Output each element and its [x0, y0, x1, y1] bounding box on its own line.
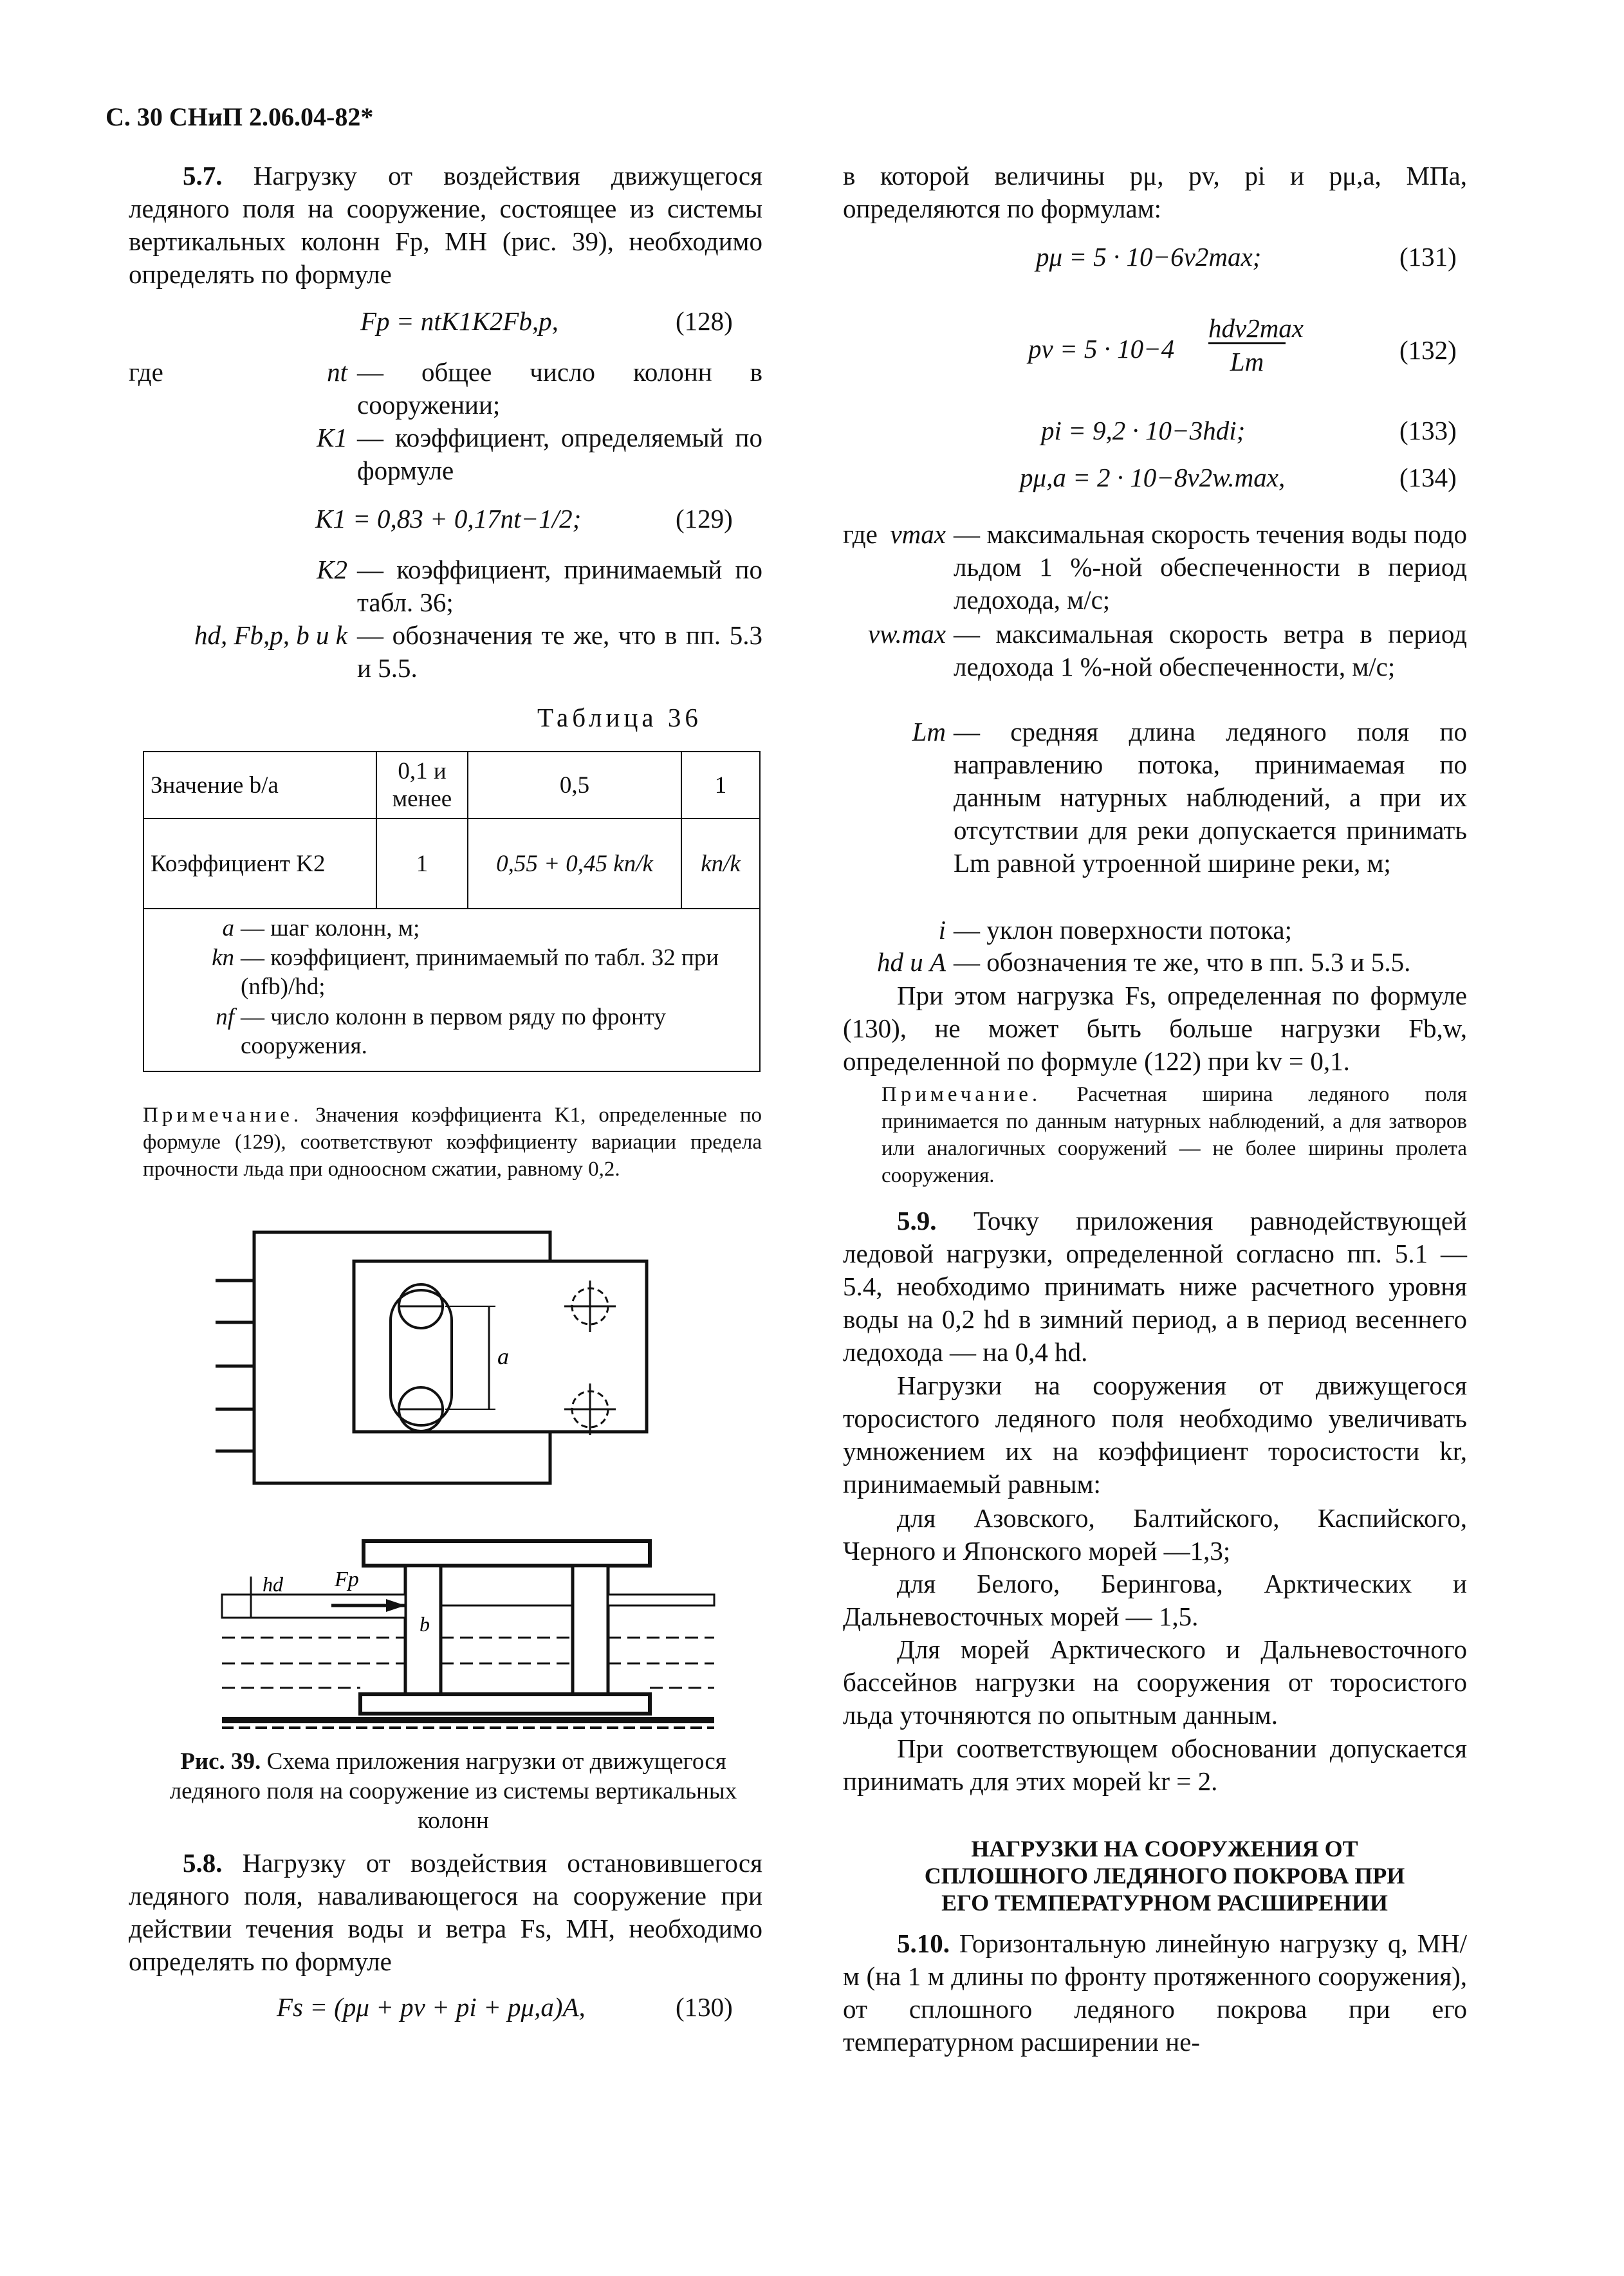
formula-130: Fs = (pμ + pv + pi + pμ,a)A,: [277, 1992, 586, 2022]
definition-text: — максимальная скорость течения воды подо льдом 1 %-ной обеспеченности в период ледохода, м/с;: [954, 519, 1467, 615]
page-header: С. 30 СНиП 2.06.04-82*: [106, 102, 374, 131]
ice-arrows: [216, 1281, 254, 1451]
note-text: — число колонн в первом ряду по фронту сооружения.: [241, 1004, 666, 1059]
table-cell: 1: [376, 819, 468, 909]
table-title: Таблица 36: [537, 703, 702, 732]
formula-128: Fp = ntK1K2Fb,p,: [360, 306, 558, 336]
table-notes-row: [143, 909, 760, 1071]
elevation-view: [222, 1541, 714, 1728]
definition-symbol: hd и A: [876, 947, 946, 977]
note-symbol: a: [222, 915, 234, 941]
definition-hd-a: [843, 946, 1467, 981]
note-label: Примечание.: [881, 1083, 1042, 1106]
formula-number: (130): [676, 1992, 733, 2022]
formula-132-numerator: hdv2max: [1208, 313, 1304, 343]
table-row: [143, 819, 760, 909]
note-text: Значения коэффициента K1, определенные по формуле (129), соответствуют коэффициенту вариации предела прочности льда при одноосном сжатии, равному 0,2.: [143, 1104, 762, 1181]
figure-39: [193, 1219, 734, 1747]
table-36: [143, 751, 761, 1072]
definition-text: — уклон поверхности потока;: [954, 915, 1293, 945]
table-cell: 0,1 и менее: [376, 752, 468, 819]
paragraph-intro: в которой величины pμ, pv, pi и pμ,a, МПа, определяются по формулам:: [843, 161, 1467, 223]
section-number: 5.8.: [183, 1848, 223, 1878]
formula-number: (131): [1399, 242, 1457, 272]
definition-k1: [129, 421, 762, 492]
definition-text: — общее число колонн в сооружении;: [357, 357, 762, 420]
paragraph-text: Горизонтальную линейную нагрузку q, МН/м (на 1 м длины по фронту протяженного сооружения), от сплошного ледяного покрова при его температурном расширении не-: [843, 1929, 1467, 2057]
definition-lm: [843, 716, 1467, 921]
paragraph-belo: для Белого, Берингова, Арктических и Дальневосточных морей — 1,5.: [843, 1569, 1467, 1631]
table-cell: 0,5: [468, 752, 681, 819]
paragraph-text: Нагрузку от воздействия остановившегося ледяного поля, наваливающегося на сооружение при действии течения воды и ветра Fs, МН, необходимо определять по формуле: [129, 1848, 762, 1976]
ice-field-right: [608, 1595, 714, 1605]
definition-vwmax: [843, 618, 1467, 721]
formula-132-left: pv = 5 · 10−4: [1028, 334, 1175, 364]
section-number: 5.9.: [897, 1206, 937, 1235]
paragraph-torosy: Нагрузки на сооружения от движущегося торосистого ледяного поля необходимо увеличивать умножением их на коэффициент торосистости kr, принимаемый равным:: [843, 1371, 1467, 1499]
definition-symbol: nt: [327, 357, 347, 387]
table-notes: [143, 909, 760, 1071]
note-symbol: nf: [216, 1004, 234, 1030]
caption-text: Схема приложения нагрузки от движущегося ледяного поля на сооружение из системы вертикальных колонн: [169, 1748, 737, 1834]
note-symbol: kn: [212, 945, 234, 971]
figure-caption: [143, 1747, 764, 1836]
paragraph-arctic: Для морей Арктического и Дальневосточного бассейнов нагрузки на сооружения от торосистого льда уточняются по опытным данным.: [843, 1634, 1467, 1730]
definition-k2: [129, 553, 762, 624]
label-a: a: [497, 1344, 509, 1369]
definition-i: [843, 914, 1467, 949]
formula-131: pμ = 5 · 10−6v2max;: [1036, 242, 1262, 272]
deck: [364, 1541, 650, 1566]
paragraph-obosn: При соответствующем обосновании допускается принимать для этих морей kr = 2.: [843, 1734, 1467, 1796]
where-label: где: [843, 519, 878, 549]
section-number: 5.7.: [183, 161, 223, 190]
formula-number: (129): [676, 504, 733, 533]
note-right: [881, 1081, 1467, 1189]
label-fp: Fp: [335, 1568, 359, 1591]
note-left: [143, 1102, 762, 1183]
paragraph-azov: для Азовского, Балтийского, Каспийского, Черного и Японского морей —1,3;: [843, 1503, 1467, 1566]
formula-number: (133): [1399, 416, 1457, 445]
formula-133: pi = 9,2 · 10−3hdi;: [1041, 416, 1246, 445]
paragraph-text: Нагрузку от воздействия движущегося ледяного поля на сооружение, состоящее из системы вертикальных колонн Fp, МН (рис. 39), необходимо определять по формуле: [129, 161, 762, 289]
formula-number: (128): [676, 306, 733, 336]
definition-vmax: [843, 518, 1467, 621]
formula-number: (132): [1399, 335, 1457, 365]
note-text: — шаг колонн, м;: [241, 915, 420, 941]
paragraph-fs: При этом нагрузка Fs, определенная по формуле (130), не может быть больше нагрузки Fb,w, определенной по формуле (122) при kv = 0,1.: [843, 981, 1467, 1076]
definition-symbol: K2: [317, 555, 347, 584]
formula-129: K1 = 0,83 + 0,17nt−1/2;: [315, 504, 582, 533]
note-label: Примечание.: [143, 1104, 303, 1127]
note-text: — коэффициент, принимаемый по табл. 32 при (nfb)/hd;: [241, 945, 719, 1000]
definition-symbol: vmax: [890, 519, 946, 549]
table-header-row: [143, 752, 760, 819]
note-text: Расчетная ширина ледяного поля принимается по данным натурных наблюдений, а для затворов или аналогичных сооружений — не более ширины пролета сооружения.: [881, 1083, 1467, 1187]
plan-view: [216, 1232, 647, 1483]
table-note: [151, 1003, 753, 1062]
table-cell: Значение b/a: [143, 752, 376, 819]
section-heading: НАГРУЗКИ НА СООРУЖЕНИЯ ОТ СПЛОШНОГО ЛЕДЯНОГО ПОКРОВА ПРИ ЕГО ТЕМПЕРАТУРНОМ РАСШИРЕНИИ: [924, 1836, 1405, 1916]
section-number: 5.10.: [897, 1929, 950, 1958]
formula-132-denominator: Lm: [1230, 347, 1264, 376]
definition-text: — средняя длина ледяного поля по направлению потока, принимаемая по данным натурных наблюдений, а при их отсутствии для реки допускается принимать Lm равной утроенной ширине реки, м;: [954, 717, 1467, 878]
caption-number: Рис. 39.: [180, 1748, 261, 1775]
paragraph-5-8: [129, 1847, 762, 1978]
table-note: [151, 943, 753, 1003]
definition-symbol: hd, Fb,p, b и k: [194, 620, 347, 650]
paragraph-5-7: [129, 160, 762, 291]
table-cell: 1: [681, 752, 760, 819]
definition-nt: [129, 356, 762, 427]
definition-text: — коэффициент, принимаемый по табл. 36;: [357, 555, 762, 617]
label-b: b: [420, 1613, 430, 1636]
definition-text: — коэффициент, определяемый по формуле: [357, 423, 762, 485]
paragraph-5-10: [843, 1927, 1467, 2059]
definition-symbol: Lm: [912, 717, 946, 746]
table-cell: 0,55 + 0,45 kn/k: [468, 819, 681, 909]
column-right: [573, 1566, 608, 1694]
definition-text: — обозначения те же, что в пп. 5.3 и 5.5.: [954, 947, 1411, 977]
base: [360, 1694, 650, 1714]
definition-symbol: i: [938, 915, 946, 945]
formula-134: pμ,a = 2 · 10−8v2w.max,: [1020, 463, 1286, 492]
table-cell: Коэффициент K2: [143, 819, 376, 909]
paragraph-5-9: [843, 1205, 1467, 1369]
formula-number: (134): [1399, 463, 1457, 492]
definition-symbol: vw.max: [867, 619, 946, 649]
definition-symbol: K1: [317, 423, 347, 452]
table-cell: kn/k: [681, 819, 760, 909]
where-label: где: [129, 357, 163, 387]
label-hd: hd: [263, 1573, 283, 1596]
definition-text: — обозначения те же, что в пп. 5.3 и 5.5.: [357, 620, 762, 683]
table-note: [151, 914, 753, 943]
definition-text: — максимальная скорость ветра в период ледохода 1 %-ной обеспеченности, м/с;: [954, 619, 1467, 681]
paragraph-text: Точку приложения равнодействующей ледовой нагрузки, определенной согласно пп. 5.1 — 5.4, необходимо принимать ниже расчетного уровня воды на 0,2 hd в зимний период, а в период весеннего ледохода — на 0,4 hd.: [843, 1206, 1467, 1367]
definition-hd: [129, 619, 762, 690]
